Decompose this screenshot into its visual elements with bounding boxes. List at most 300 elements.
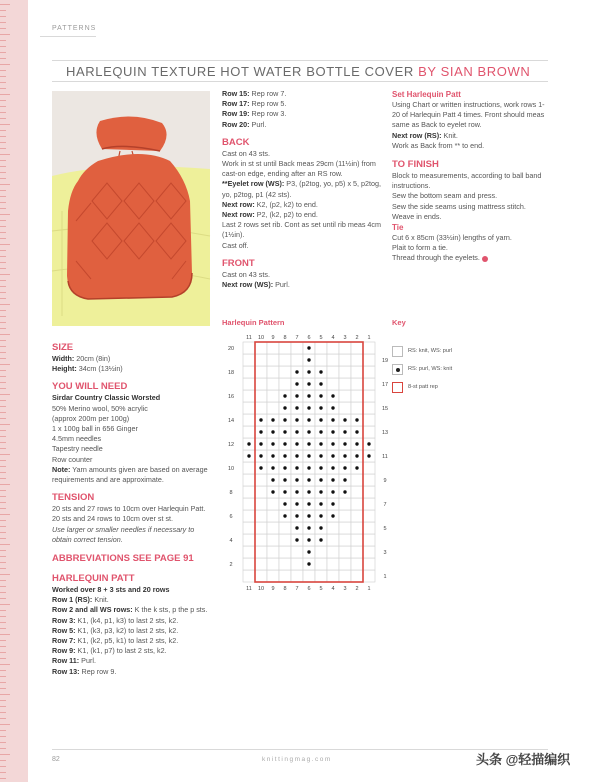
chart-cell (243, 486, 255, 498)
chart-cell (351, 366, 363, 378)
purl-dot (295, 382, 298, 385)
patt-intro: Worked over 8 + 3 sts and 20 rows (52, 585, 170, 595)
row-label-right: 9 (383, 478, 387, 484)
row-label-right: 7 (383, 502, 387, 508)
column-label-top: 10 (257, 335, 265, 341)
column-label-bottom: 1 (367, 586, 371, 592)
product-photo (52, 91, 210, 326)
purl-dot (343, 442, 346, 445)
purl-dot (367, 454, 370, 457)
chart-cell (243, 414, 255, 426)
purl-dot (259, 466, 262, 469)
column-label-top: 5 (319, 335, 323, 341)
purl-dot (295, 430, 298, 433)
chart-cell (363, 390, 375, 402)
tie-line: Plait to form a tie. (392, 243, 448, 253)
chart-cell (255, 402, 267, 414)
chart-cell (267, 378, 279, 390)
chart-cell (255, 354, 267, 366)
chart-cell (327, 378, 339, 390)
row-label-left: 4 (229, 538, 233, 544)
purl-dot (331, 454, 334, 457)
end-mark-icon (482, 256, 488, 262)
footer-divider (52, 749, 548, 750)
width-line: Width: 20cm (8in) (52, 354, 111, 363)
column-label-bottom: 8 (283, 586, 287, 592)
chart-cell (363, 474, 375, 486)
column-label-top: 7 (295, 335, 299, 341)
purl-dot (271, 466, 274, 469)
purl-dot (343, 466, 346, 469)
chart-cell (339, 378, 351, 390)
purl-dot (331, 478, 334, 481)
chart-cell (255, 510, 267, 522)
chart-cell (255, 498, 267, 510)
chart-cell (291, 570, 303, 582)
chart-cell (267, 390, 279, 402)
purl-dot (295, 454, 298, 457)
front-heading: FRONT (222, 257, 255, 269)
purl-dot (295, 442, 298, 445)
column-label-top: 6 (307, 335, 311, 341)
chart-cell (315, 558, 327, 570)
chart-cell (339, 510, 351, 522)
purl-dot (307, 418, 310, 421)
tension-heading: TENSION (52, 492, 95, 504)
purl-dot (319, 394, 322, 397)
purl-dot (295, 394, 298, 397)
tension-line: Use larger or smaller needles if necessary to obtain correct tension. (52, 524, 195, 544)
chart-cell (243, 354, 255, 366)
chart-cell (363, 510, 375, 522)
purl-dot (307, 358, 310, 361)
set-line: Work as Back from ** to end. (392, 140, 485, 150)
purl-dot (307, 538, 310, 541)
chart-cell (255, 366, 267, 378)
tie-heading: Tie (392, 223, 404, 233)
purl-dot (283, 502, 286, 505)
purl-dot (295, 526, 298, 529)
row-label-right: 13 (381, 430, 389, 436)
chart-title: Harlequin Pattern (222, 318, 285, 327)
column-label-bottom: 2 (355, 586, 359, 592)
chart-cell (279, 354, 291, 366)
purl-dot (307, 394, 310, 397)
purl-dot (331, 442, 334, 445)
patt-row: Row 2 and all WS rows: K the k sts, p the p sts. (52, 605, 208, 615)
purl-dot (271, 418, 274, 421)
purl-dot (307, 382, 310, 385)
empty-square-icon (392, 346, 403, 357)
row-label-left: 10 (227, 466, 235, 472)
finish-line: Sew the side seams using mattress stitch. (392, 201, 526, 211)
height-line: Height: 34cm (13½in) (52, 364, 123, 374)
purl-dot (283, 442, 286, 445)
chart-cell (351, 546, 363, 558)
chart-cell (351, 522, 363, 534)
chart-cell (255, 342, 267, 354)
column-label-bottom: 6 (307, 586, 311, 592)
purl-dot (307, 430, 310, 433)
chart-cell (243, 342, 255, 354)
purl-dot (283, 454, 286, 457)
chart-cell (279, 558, 291, 570)
chart-cell (339, 342, 351, 354)
footer-site: knittingmag.com (262, 756, 332, 763)
watermark: 头条 @轻描编织 (476, 752, 571, 767)
chart-cell (363, 546, 375, 558)
chart-cell (255, 534, 267, 546)
chart-cell (315, 546, 327, 558)
purl-dot (283, 478, 286, 481)
chart-cell (279, 378, 291, 390)
yarn-name: Sirdar Country Classic Worsted (52, 393, 161, 403)
front-line: Cast on 43 sts. (222, 269, 270, 279)
purl-dot (295, 418, 298, 421)
purl-dot (355, 430, 358, 433)
chart-cell (243, 462, 255, 474)
chart-cell (279, 546, 291, 558)
chart-cell (279, 534, 291, 546)
chart-cell (351, 402, 363, 414)
patt-row: Row 19: Rep row 3. (222, 109, 287, 119)
purl-dot (295, 478, 298, 481)
purl-dot (331, 490, 334, 493)
tie-line: Cut 6 x 85cm (33½in) lengths of yarn. (392, 233, 512, 243)
chart-cell (267, 510, 279, 522)
chart-cell (255, 474, 267, 486)
patt-row: Row 3: K1, (k4, p1, k3) to last 2 sts, k2. (52, 615, 179, 625)
chart-cell (255, 570, 267, 582)
purl-dot (283, 430, 286, 433)
purl-dot (307, 550, 310, 553)
tie-line: Thread through the eyelets. (392, 253, 548, 263)
purl-dot (319, 538, 322, 541)
purl-dot (307, 514, 310, 517)
purl-dot (307, 478, 310, 481)
purl-dot (319, 466, 322, 469)
chart-cell (243, 498, 255, 510)
column-label-top: 4 (331, 335, 335, 341)
purl-dot (343, 418, 346, 421)
row-label-right: 17 (381, 382, 389, 388)
patt-row: Row 7: K1, (k2, p5, k1) to last 2 sts, k2. (52, 636, 179, 646)
purl-dot (307, 442, 310, 445)
harlequin-chart (222, 330, 387, 602)
purl-dot (331, 502, 334, 505)
chart-cell (327, 558, 339, 570)
purl-dot (295, 370, 298, 373)
purl-dot (307, 370, 310, 373)
chart-cell (291, 558, 303, 570)
chart-cell (255, 486, 267, 498)
chart-cell (327, 342, 339, 354)
chart-cell (351, 354, 363, 366)
section-kicker: PATTERNS (52, 25, 97, 32)
chart-cell (315, 354, 327, 366)
chart-cell (351, 378, 363, 390)
chart-cell (243, 558, 255, 570)
chart-cell (267, 534, 279, 546)
purl-dot (307, 454, 310, 457)
yarn-detail: Tapestry needle (52, 444, 103, 454)
purl-dot (319, 430, 322, 433)
chart-cell (267, 354, 279, 366)
purl-dot (319, 514, 322, 517)
chart-cell (243, 426, 255, 438)
column-label-top: 3 (343, 335, 347, 341)
chart-cell (339, 570, 351, 582)
chart-cell (351, 342, 363, 354)
purl-dot (319, 406, 322, 409)
row-label-right: 1 (383, 574, 387, 580)
tension-line: 20 sts and 27 rows to 10cm over Harlequin Patt. (52, 504, 206, 514)
row-label-left: 14 (227, 418, 235, 424)
purl-dot (295, 406, 298, 409)
purl-dot (283, 406, 286, 409)
chart-cell (351, 510, 363, 522)
patt-row: Row 11: Purl. (52, 656, 96, 666)
purl-dot (271, 430, 274, 433)
purl-dot (259, 418, 262, 421)
patt-row: Row 15: Rep row 7. (222, 89, 287, 98)
chart-cell (363, 534, 375, 546)
chart-cell (315, 570, 327, 582)
chart-cell (243, 522, 255, 534)
purl-dot (319, 442, 322, 445)
set-harlequin-heading: Set Harlequin Patt (392, 90, 461, 99)
chart-cell (291, 546, 303, 558)
column-label-bottom: 7 (295, 586, 299, 592)
dot-square-icon (392, 364, 403, 375)
row-label-right: 5 (383, 526, 387, 532)
title-top-divider (52, 60, 548, 61)
chart-cell (363, 570, 375, 582)
chart-cell (255, 546, 267, 558)
finish-line: Block to measurements, according to ball band instructions. (392, 171, 542, 191)
row-label-right: 11 (382, 454, 388, 460)
purl-dot (307, 346, 310, 349)
chart-cell (351, 534, 363, 546)
chart-cell (327, 522, 339, 534)
purl-dot (259, 454, 262, 457)
purl-dot (271, 490, 274, 493)
yarn-detail: 4.5mm needles (52, 434, 102, 444)
purl-dot (295, 502, 298, 505)
purl-dot (247, 454, 250, 457)
right-column (392, 89, 548, 264)
set-next-row: Next row (RS): Knit. (392, 130, 458, 140)
chart-cell (363, 378, 375, 390)
eyelet-row: **Eyelet row (WS): P3, (p2tog, yo, p5) x 5, p2tog, yo, p2tog, p1 (42 sts). (222, 179, 382, 199)
chart-cell (339, 534, 351, 546)
chart-cell (291, 354, 303, 366)
ruler-strip (0, 0, 28, 782)
column-label-bottom: 5 (319, 586, 323, 592)
purl-dot (343, 478, 346, 481)
purl-dot (271, 478, 274, 481)
chart-cell (327, 354, 339, 366)
row-label-left: 12 (227, 442, 235, 448)
purl-dot (343, 430, 346, 433)
purl-dot (319, 526, 322, 529)
key-title: Key (392, 318, 406, 327)
back-line: Cast off. (222, 240, 249, 250)
chart-cell (279, 366, 291, 378)
purl-dot (283, 418, 286, 421)
purl-dot (331, 406, 334, 409)
chart-cell (255, 390, 267, 402)
purl-dot (319, 382, 322, 385)
chart-cell (243, 378, 255, 390)
column-label-top: 2 (355, 335, 359, 341)
finish-line: Weave in ends. (392, 211, 442, 221)
yarn-note: Note: Yarn amounts given are based on average requirements and are approximate. (52, 464, 208, 485)
set-line: Using Chart or written instructions, work rows 1-20 of Harlequin Patt 4 times. Front should meas same as Back to eyelet row. (392, 100, 545, 130)
chart-cell (243, 510, 255, 522)
hot-water-bottle-illustration (52, 91, 210, 326)
purl-dot (319, 370, 322, 373)
purl-dot (283, 466, 286, 469)
chart-cell (351, 474, 363, 486)
column-label-bottom: 9 (271, 586, 275, 592)
chart-cell (351, 498, 363, 510)
row-label-left: 20 (227, 346, 235, 352)
purl-dot (307, 406, 310, 409)
size-heading: SIZE (52, 342, 74, 353)
purl-dot (259, 430, 262, 433)
tension-line: 20 sts and 24 rows to 10cm over st st. (52, 514, 174, 524)
chart-cell (339, 402, 351, 414)
chart-cell (327, 366, 339, 378)
column-label-bottom: 11 (246, 586, 252, 592)
chart-cell (351, 486, 363, 498)
abbreviations-heading: ABBREVIATIONS SEE PAGE 91 (52, 553, 194, 565)
purl-dot (331, 466, 334, 469)
purl-dot (343, 454, 346, 457)
chart-cell (303, 570, 315, 582)
chart-cell (363, 402, 375, 414)
chart-cell (279, 522, 291, 534)
chart-cell (363, 342, 375, 354)
purl-dot (355, 466, 358, 469)
chart-cell (267, 546, 279, 558)
chart-cell (255, 378, 267, 390)
purl-dot (283, 514, 286, 517)
purl-dot (271, 442, 274, 445)
page-title (66, 64, 530, 79)
chart-cell (363, 558, 375, 570)
patt-row: Row 20: Purl. (222, 119, 267, 129)
chart-cell (243, 570, 255, 582)
yarn-detail: Row counter (52, 454, 93, 464)
purl-dot (355, 454, 358, 457)
purl-dot (307, 562, 310, 565)
purl-dot (283, 490, 286, 493)
front-next-row: Next row (WS): Purl. (222, 280, 290, 290)
chart-cell (267, 570, 279, 582)
chart-cell (255, 522, 267, 534)
purl-dot (307, 502, 310, 505)
patt-row: Row 5: K1, (k3, p3, k2) to last 2 sts, k2. (52, 625, 179, 635)
chart-cell (363, 522, 375, 534)
finish-line: Sew the bottom seam and press. (392, 191, 498, 201)
chart-cell (339, 546, 351, 558)
back-line: Last 2 rows set rib. Cont as set until rib meas 4cm (1½in). (222, 220, 381, 240)
you-will-need-heading: YOU WILL NEED (52, 381, 128, 393)
chart-cell (339, 522, 351, 534)
yarn-detail: (approx 200m per 100g) (52, 413, 130, 423)
to-finish-heading: TO FINISH (392, 159, 439, 171)
column-label-top: 8 (283, 335, 287, 341)
back-next-row: Next row: P2, (k2, p2) to end. (222, 210, 318, 220)
chart-cell (363, 462, 375, 474)
back-heading: BACK (222, 136, 250, 148)
purl-dot (307, 490, 310, 493)
yarn-detail: 1 x 100g ball in 656 Ginger (52, 424, 138, 434)
purl-dot (247, 442, 250, 445)
patt-row: Row 17: Rep row 5. (222, 99, 287, 109)
purl-dot (355, 442, 358, 445)
row-label-left: 18 (227, 370, 235, 376)
purl-dot (319, 454, 322, 457)
patt-row: Row 9: K1, (k1, p7) to last 2 sts, k2. (52, 646, 167, 656)
column-label-bottom: 4 (331, 586, 335, 592)
chart-cell (267, 522, 279, 534)
purl-dot (295, 466, 298, 469)
purl-dot (319, 490, 322, 493)
page-number: 82 (52, 756, 60, 763)
row-label-right: 3 (383, 550, 387, 556)
column-label-top: 11 (246, 335, 252, 341)
purl-dot (307, 466, 310, 469)
chart-cell (243, 366, 255, 378)
yarn-detail: 50% Merino wool, 50% acrylic (52, 403, 148, 413)
row-label-left: 2 (229, 562, 233, 568)
purl-dot (319, 418, 322, 421)
purl-dot (319, 502, 322, 505)
chart-cell (363, 366, 375, 378)
chart-cell (327, 546, 339, 558)
patt-row: Row 13: Rep row 9. (52, 666, 117, 676)
chart-cell (339, 366, 351, 378)
chart-cell (351, 570, 363, 582)
title-bottom-divider (52, 81, 548, 82)
column-label-top: 9 (271, 335, 275, 341)
column-label-bottom: 10 (257, 586, 265, 592)
purl-dot (283, 394, 286, 397)
chart-cell (279, 342, 291, 354)
chart-cell (339, 498, 351, 510)
purl-dot (295, 490, 298, 493)
row-label-left: 6 (229, 514, 233, 520)
kicker-divider (40, 36, 96, 37)
chart-cell (291, 342, 303, 354)
row-label-left: 16 (227, 394, 235, 400)
chart-cell (243, 534, 255, 546)
chart-cell (363, 414, 375, 426)
purl-dot (295, 538, 298, 541)
chart-cell (363, 498, 375, 510)
title-text: HARLEQUIN TEXTURE HOT WATER BOTTLE COVER (66, 64, 414, 79)
chart-cell (267, 342, 279, 354)
chart-cell (339, 390, 351, 402)
purl-dot (367, 442, 370, 445)
chart-cell (351, 390, 363, 402)
chart-cell (363, 486, 375, 498)
chart-cell (327, 570, 339, 582)
purl-dot (307, 526, 310, 529)
